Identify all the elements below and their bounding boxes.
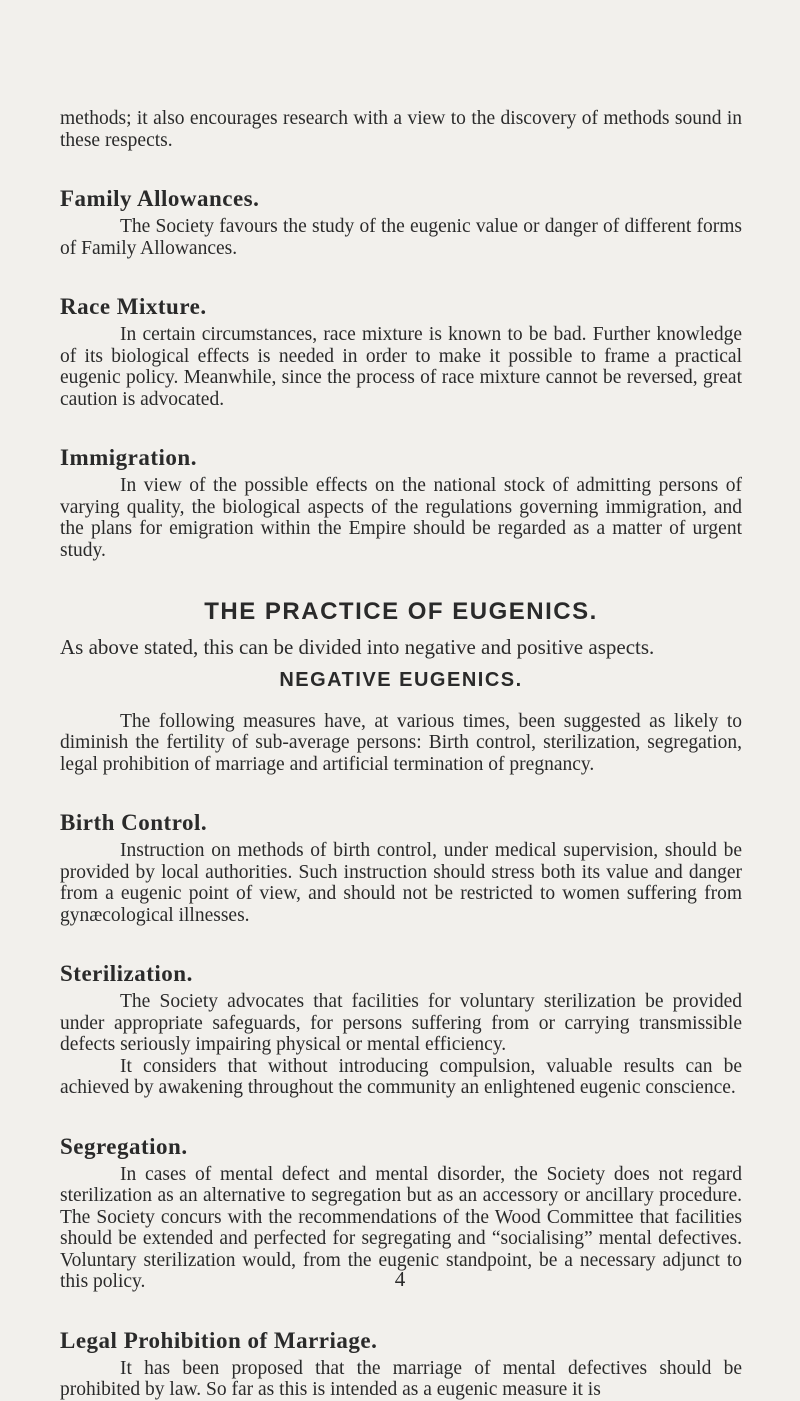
section-heading-race-mixture: Race Mixture. <box>60 294 207 319</box>
section-paragraph: Instruction on methods of birth control, under medical supervision, should be provided by local authorities. Such instruction should stress both its value and danger from a eugenic point of view, and should not be restricted to women suffering from gynæcological illnesses. <box>60 840 742 926</box>
section-paragraph: The Society favours the study of the eugenic value or danger of different forms of Family Allowances. <box>60 216 742 259</box>
section-paragraph: In cases of mental defect and mental disorder, the Society does not regard sterilization as an alternative to segregation but as an accessory or ancillary procedure. The Society concurs with the recommendations of the Wood Committee that facilities should be extended and perfected for segregating and “socialising” mental defectives. Voluntary sterilization would, from the eugenic standpoint, be a necessary adjunct to this policy. <box>60 1163 742 1292</box>
section-heading-immigration: Immigration. <box>60 445 197 470</box>
section-heading-legal-prohibition: Legal Prohibition of Marriage. <box>60 1327 378 1353</box>
document-page <box>60 108 742 1401</box>
section-heading-birth-control: Birth Control. <box>60 810 208 835</box>
section-paragraph: It has been proposed that the marriage of mental defectives should be prohibited by law. So far as this is intended as a eugenic measure it is <box>60 1357 742 1400</box>
section-paragraph: In view of the possible effects on the national stock of admitting persons of varying quality, the biological aspects of the regulations governing immigration, and the plans for emigration within the Empire should be regarded as a matter of urgent study. <box>60 475 742 561</box>
negative-eugenics-heading: NEGATIVE EUGENICS. <box>279 668 523 691</box>
practice-intro: As above stated, this can be divided into negative and positive aspects. <box>60 635 655 659</box>
practice-heading: THE PRACTICE OF EUGENICS. <box>204 598 598 625</box>
section-paragraph: In certain circumstances, race mixture is known to be bad. Further knowledge of its biological effects is needed in order to make it possible to frame a practical eugenic policy. Meanwhile, since the process of race mixture cannot be reversed, great caution is advocated. <box>60 324 742 410</box>
continuation-paragraph: methods; it also encourages research with a view to the discovery of methods sound in these respects. <box>60 108 742 151</box>
measures-paragraph: The following measures have, at various times, been suggested as likely to diminish the fertility of sub-average persons: Birth control, sterilization, segregation, legal prohibition of marriage and artificial termination of pregnancy. <box>60 710 742 775</box>
section-heading-sterilization: Sterilization. <box>60 961 193 986</box>
section-heading-segregation: Segregation. <box>60 1133 188 1159</box>
section-paragraph: It considers that without introducing compulsion, valuable results can be achieved by awakening throughout the community an enlightened eugenic conscience. <box>60 1055 742 1098</box>
section-heading-family-allowances: Family Allowances. <box>60 186 260 211</box>
page-number: 4 <box>394 1267 406 1291</box>
section-paragraph: The Society advocates that facilities for voluntary sterilization be provided under appropriate safeguards, for persons suffering from or carrying transmissible defects seriously impairing physical or mental efficiency. <box>60 991 742 1055</box>
